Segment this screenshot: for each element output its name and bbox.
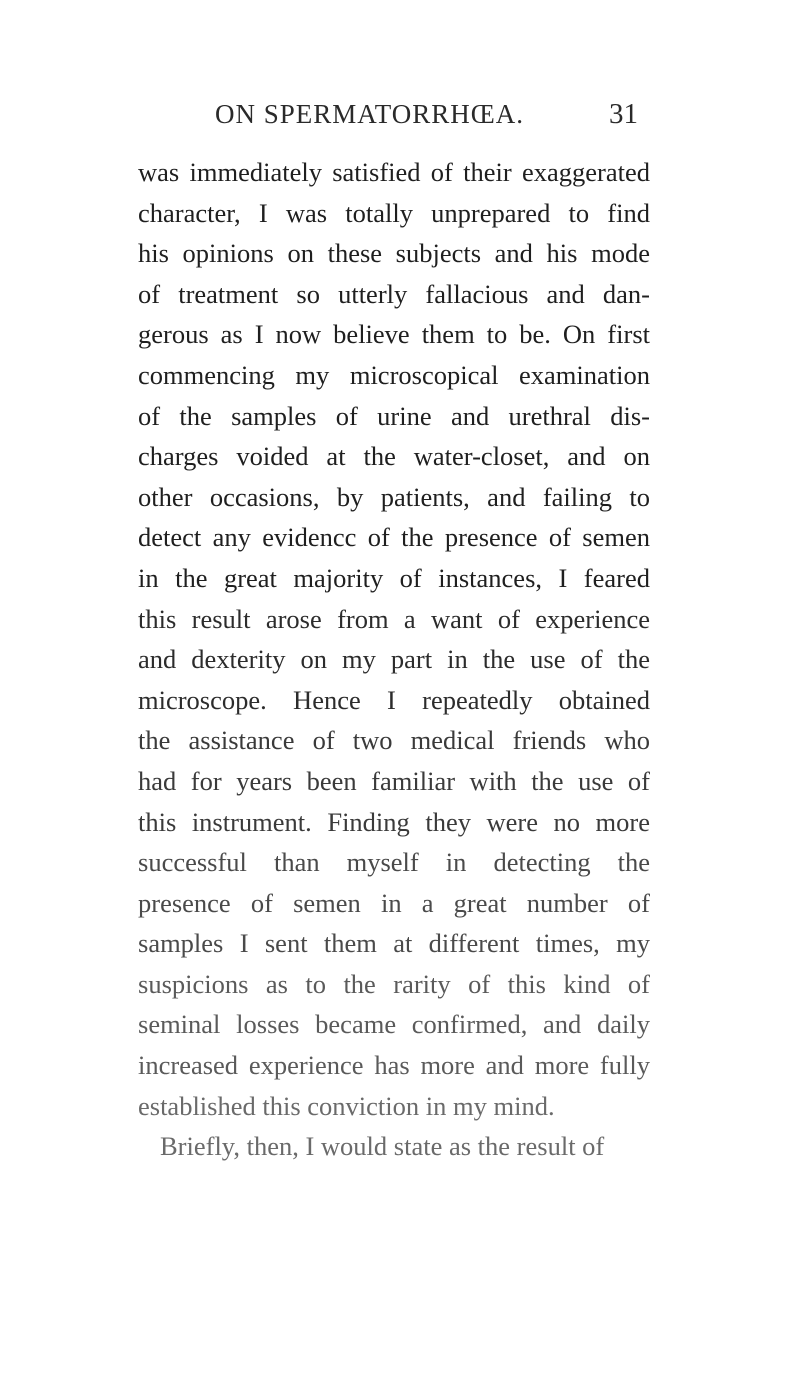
running-title: ON SPERMATORRHŒA.: [214, 99, 525, 129]
text-line: gerous as I now believe them to be. On first: [138, 319, 650, 350]
text-line: was immediately satisfied of their exaggerated: [138, 157, 650, 187]
text-line: other occasions, by patients, and failing to: [138, 481, 650, 512]
text-line: and dexterity on my part in the use of the: [138, 644, 650, 675]
text-line: this instrument. Finding they were no more: [138, 806, 650, 837]
text-line: microscope. Hence I repeatedly obtained: [138, 684, 650, 715]
text-line: had for years been familiar with the use of: [138, 765, 650, 796]
text-line: this result arose from a want of experience: [138, 603, 650, 634]
text-line: Briefly, then, I would state as the result of: [160, 1131, 605, 1162]
text-line: successful than myself in detecting the: [138, 847, 650, 878]
text-line: samples I sent them at different times, my: [138, 928, 650, 959]
text-line: suspicions as to the rarity of this kind of: [138, 968, 650, 999]
page-number: 31: [609, 98, 638, 130]
text-line: his opinions on these subjects and his mode: [138, 238, 650, 269]
text-line: increased experience has more and more fully: [138, 1050, 650, 1081]
text-line: in the great majority of instances, I feared: [138, 562, 650, 593]
text-line: presence of semen in a great number of: [138, 887, 650, 918]
text-line: established this conviction in my mind.: [138, 1090, 555, 1121]
body-text: [138, 152, 650, 1167]
text-line: of treatment so utterly fallacious and dan-: [138, 278, 650, 309]
text-line: of the samples of urine and urethral dis-: [138, 400, 650, 431]
running-head: [138, 94, 638, 134]
text-line: the assistance of two medical friends who: [138, 725, 650, 756]
text-line: commencing my microscopical examination: [138, 359, 650, 390]
text-line: character, I was totally unprepared to find: [138, 197, 650, 228]
text-line: charges voided at the water-closet, and on: [138, 441, 650, 472]
text-line: seminal losses became confirmed, and daily: [138, 1009, 650, 1040]
text-line: detect any evidencc of the presence of semen: [138, 522, 650, 553]
